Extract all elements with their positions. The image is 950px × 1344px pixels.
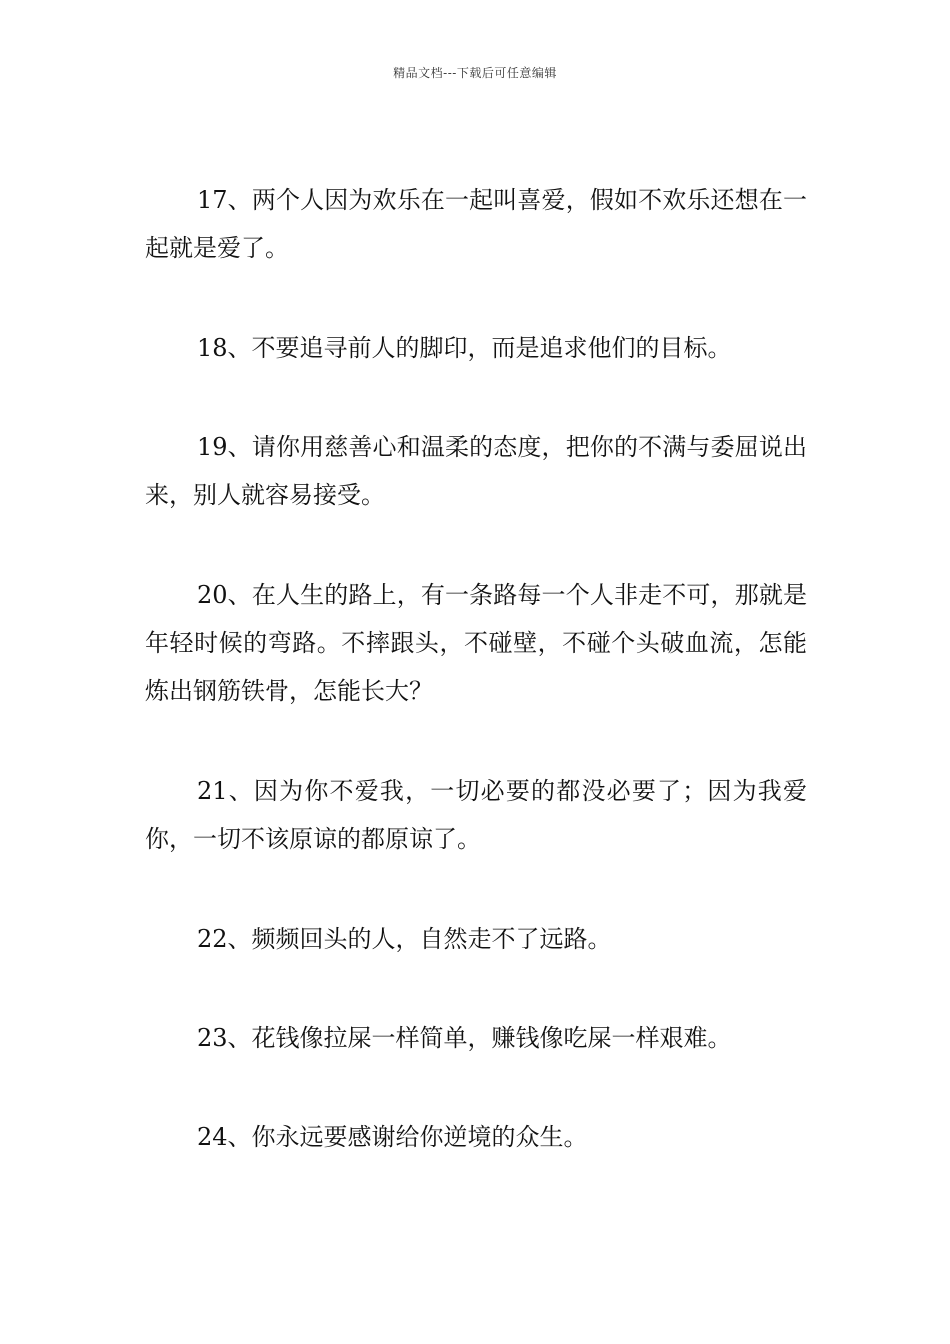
page-header: 精品文档---下载后可任意编辑 [393,66,557,80]
quote-paragraph-17: 17、两个人因为欢乐在一起叫喜爱，假如不欢乐还想在一起就是爱了。 [145,186,807,262]
quote-paragraph-19: 19、请你用慈善心和温柔的态度，把你的不满与委屈说出来，别人就容易接受。 [145,433,807,509]
quote-paragraph-20: 20、在人生的路上，有一条路每一个人非走不可，那就是年轻时候的弯路。不摔跟头，不碰壁，不碰个头破血流，怎能炼出钢筋铁骨，怎能长大？ [145,581,807,705]
quote-paragraph-24: 24、你永远要感谢给你逆境的众生。 [197,1123,588,1151]
quote-paragraph-18: 18、不要追寻前人的脚印，而是追求他们的目标。 [197,334,732,362]
quote-paragraph-21: 21、因为你不爱我，一切必要的都没必要了；因为我爱你，一切不该原谅的都原谅了。 [145,777,807,853]
document-body [145,176,807,1212]
quote-paragraph-22: 22、频频回头的人，自然走不了远路。 [197,925,612,953]
quote-paragraph-23: 23、花钱像拉屎一样简单，赚钱像吃屎一样艰难。 [197,1024,732,1052]
